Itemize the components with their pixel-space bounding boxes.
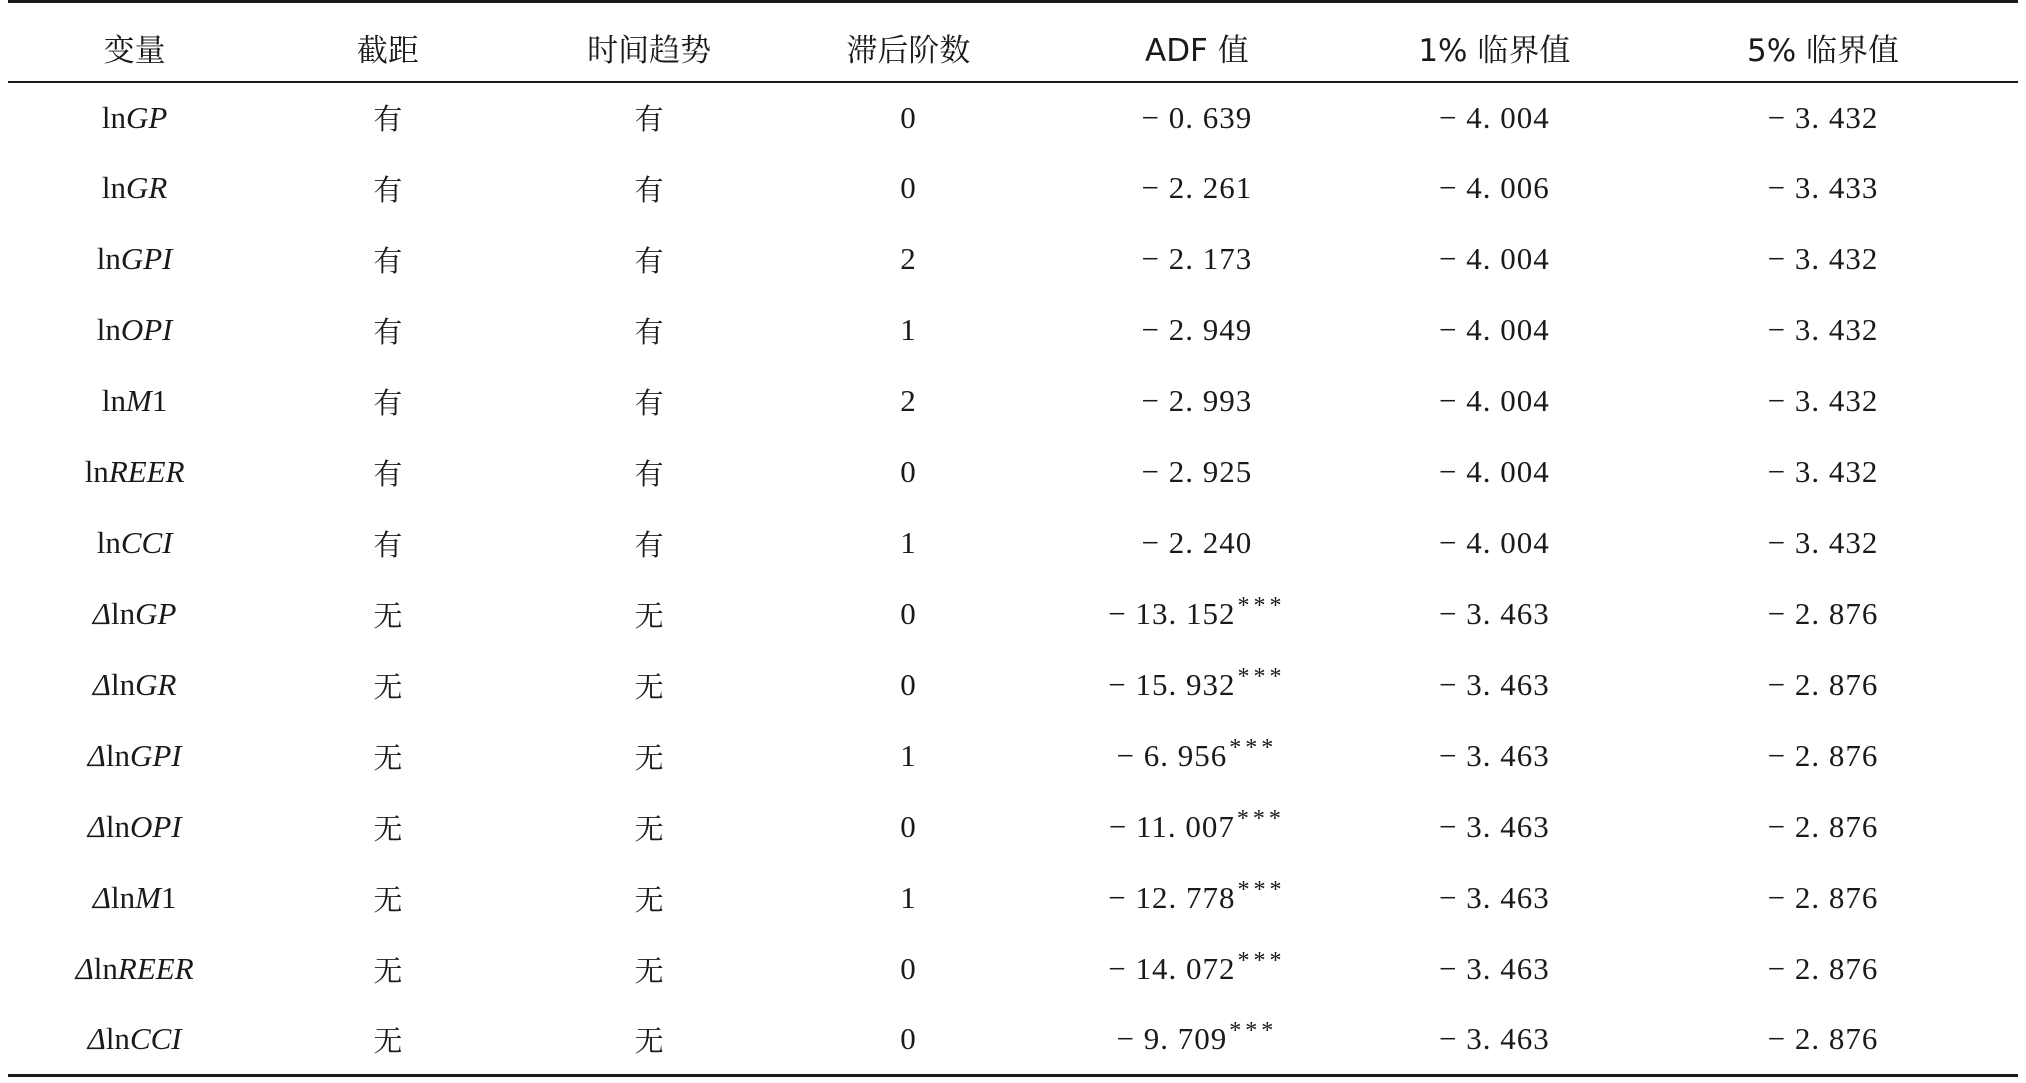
variable-log-prefix: ln xyxy=(101,170,127,205)
cell-adf-value xyxy=(1033,508,1361,579)
cell-critical-1pct: − 4. 004 xyxy=(1438,312,1550,347)
table-row xyxy=(8,153,2018,224)
cell-adf-value xyxy=(1033,366,1361,437)
variable-delta: Δ xyxy=(87,809,106,844)
table-row xyxy=(8,82,2018,153)
adf-statistic: − 15. 932 xyxy=(1108,667,1236,702)
variable-suffix: 1 xyxy=(151,383,168,418)
table-row xyxy=(8,366,2018,437)
variable-name: M xyxy=(135,880,161,915)
cell-time-trend: 有 xyxy=(634,243,664,278)
cell-intercept: 无 xyxy=(373,953,403,988)
cell-intercept: 无 xyxy=(373,740,403,775)
cell-lag-order: 1 xyxy=(900,312,917,347)
cell-critical-1pct: − 3. 463 xyxy=(1438,880,1550,915)
cell-critical-1pct: − 4. 004 xyxy=(1438,99,1550,135)
cell-time-trend: 无 xyxy=(634,740,664,775)
cell-adf-value: − 9. 709*** xyxy=(1116,1017,1278,1057)
cell-lag-order: 0 xyxy=(900,454,917,489)
adf-statistic: − 14. 072 xyxy=(1108,951,1236,986)
cell-variable xyxy=(8,863,261,934)
cell-adf-value: − 6. 956*** xyxy=(1116,734,1278,773)
cell-lag-order: 1 xyxy=(900,880,917,915)
cell-adf-value xyxy=(1033,295,1361,366)
cell-lag-order: 0 xyxy=(900,809,917,844)
cell-intercept: 有 xyxy=(373,102,403,136)
cell-lag-order: 1 xyxy=(900,738,917,773)
cell-intercept: 无 xyxy=(373,882,403,917)
header-critical-5pct: 5% 临界值 xyxy=(1746,33,1900,70)
cell-variable xyxy=(8,224,261,295)
cell-variable xyxy=(8,82,261,153)
cell-critical-5pct: − 3. 432 xyxy=(1767,454,1879,489)
cell-critical-5pct: − 2. 876 xyxy=(1767,951,1879,986)
cell-time-trend: 有 xyxy=(634,456,664,491)
table-row xyxy=(8,934,2018,1005)
header-variable: 变量 xyxy=(103,33,166,70)
cell-time-trend: 有 xyxy=(634,172,664,207)
cell-critical-5pct: − 3. 432 xyxy=(1767,99,1879,135)
variable-delta: Δ xyxy=(92,667,111,702)
table-body xyxy=(8,82,2018,1076)
cell-intercept: 无 xyxy=(373,811,403,846)
variable-name: OPI xyxy=(129,809,182,844)
adf-statistic: − 2. 949 xyxy=(1141,312,1253,347)
cell-lag-order: 2 xyxy=(900,383,917,418)
cell-intercept: 有 xyxy=(373,172,403,207)
table-row xyxy=(8,650,2018,721)
variable-name: GPI xyxy=(129,738,182,773)
adf-statistic: − 2. 261 xyxy=(1141,170,1253,205)
cell-adf-value: − 14. 072*** xyxy=(1108,947,1286,986)
variable-delta: Δ xyxy=(92,596,111,631)
cell-critical-5pct: − 2. 876 xyxy=(1767,738,1879,773)
cell-variable xyxy=(8,295,261,366)
cell-critical-1pct: − 4. 004 xyxy=(1438,383,1550,418)
cell-critical-5pct: − 3. 432 xyxy=(1767,312,1879,347)
cell-critical-1pct: − 3. 463 xyxy=(1438,1021,1550,1057)
adf-statistic: − 9. 709 xyxy=(1116,1021,1228,1057)
header-intercept: 截距 xyxy=(356,33,419,70)
cell-intercept: 有 xyxy=(373,527,403,562)
cell-critical-1pct: − 3. 463 xyxy=(1438,738,1550,773)
variable-name: GP xyxy=(135,596,177,631)
cell-time-trend: 无 xyxy=(634,953,664,988)
variable-log-prefix: ln xyxy=(105,738,130,773)
cell-variable xyxy=(8,934,261,1005)
cell-critical-1pct: − 3. 463 xyxy=(1438,809,1550,844)
cell-intercept: 有 xyxy=(373,243,403,278)
cell-critical-1pct: − 4. 004 xyxy=(1438,241,1550,276)
cell-critical-5pct: − 2. 876 xyxy=(1767,880,1879,915)
cell-lag-order: 0 xyxy=(900,667,917,702)
cell-time-trend: 有 xyxy=(634,314,664,349)
variable-log-prefix: ln xyxy=(111,596,136,631)
cell-variable xyxy=(8,437,261,508)
adf-statistic: − 6. 956 xyxy=(1116,738,1228,773)
cell-critical-5pct: − 2. 876 xyxy=(1767,667,1879,702)
adf-statistic: − 11. 007 xyxy=(1108,809,1235,844)
cell-variable xyxy=(8,650,261,721)
variable-log-prefix: ln xyxy=(111,880,136,915)
variable-log-prefix: ln xyxy=(96,241,121,276)
variable-name: GR xyxy=(135,667,177,702)
cell-critical-1pct: − 4. 006 xyxy=(1438,170,1550,205)
cell-intercept: 有 xyxy=(373,314,403,349)
table-row xyxy=(8,224,2018,295)
variable-name: REER xyxy=(117,951,194,986)
header-adf-value: ADF 值 xyxy=(1144,33,1249,70)
table-row xyxy=(8,863,2018,934)
cell-adf-value: − 11. 007*** xyxy=(1108,805,1285,844)
cell-time-trend: 无 xyxy=(634,669,664,704)
header-row xyxy=(8,2,2018,82)
cell-lag-order: 1 xyxy=(900,525,917,560)
variable-name: GR xyxy=(126,170,168,205)
cell-intercept: 无 xyxy=(373,669,403,704)
cell-lag-order: 0 xyxy=(900,1021,917,1057)
variable-name: OPI xyxy=(120,312,173,347)
cell-intercept: 有 xyxy=(373,456,403,491)
cell-lag-order: 0 xyxy=(900,951,917,986)
table-row xyxy=(8,508,2018,579)
cell-time-trend: 无 xyxy=(634,882,664,917)
variable-log-prefix: ln xyxy=(96,312,121,347)
cell-critical-1pct: − 3. 463 xyxy=(1438,667,1550,702)
header-lag-order: 滞后阶数 xyxy=(846,33,971,70)
cell-variable xyxy=(8,579,261,650)
cell-critical-1pct: − 4. 004 xyxy=(1438,525,1550,560)
header-time-trend: 时间趋势 xyxy=(587,33,712,70)
cell-variable xyxy=(8,366,261,437)
variable-log-prefix: ln xyxy=(105,809,130,844)
cell-critical-5pct: − 3. 433 xyxy=(1767,170,1879,205)
adf-statistic: − 13. 152 xyxy=(1108,596,1236,631)
variable-suffix: 1 xyxy=(160,880,177,915)
variable-log-prefix: ln xyxy=(111,667,136,702)
header-critical-1pct: 1% 临界值 xyxy=(1418,33,1571,70)
variable-log-prefix: ln xyxy=(101,99,127,135)
table-row xyxy=(8,295,2018,366)
table-row xyxy=(8,437,2018,508)
cell-critical-1pct: − 4. 004 xyxy=(1438,454,1550,489)
table-row xyxy=(8,792,2018,863)
table-row xyxy=(8,1005,2018,1076)
variable-name: GP xyxy=(126,99,168,135)
table-header xyxy=(8,2,2018,82)
cell-time-trend: 有 xyxy=(634,102,664,136)
cell-time-trend: 无 xyxy=(634,598,664,633)
adf-statistic: − 2. 173 xyxy=(1141,241,1253,276)
cell-lag-order: 2 xyxy=(900,241,917,276)
cell-adf-value xyxy=(1033,153,1361,224)
cell-intercept: 有 xyxy=(373,385,403,420)
cell-critical-1pct: − 3. 463 xyxy=(1438,596,1550,631)
adf-statistic: − 2. 925 xyxy=(1141,454,1253,489)
cell-intercept: 无 xyxy=(373,1023,403,1058)
cell-adf-value: − 13. 152*** xyxy=(1108,592,1286,631)
cell-critical-5pct: − 2. 876 xyxy=(1767,596,1879,631)
table-row xyxy=(8,721,2018,792)
variable-log-prefix: ln xyxy=(96,525,121,560)
cell-adf-value: − 12. 778*** xyxy=(1108,876,1286,915)
table-row xyxy=(8,579,2018,650)
cell-adf-value: − 15. 932*** xyxy=(1108,663,1286,702)
variable-name: GPI xyxy=(120,241,173,276)
cell-adf-value xyxy=(1033,82,1361,153)
cell-variable xyxy=(8,1005,261,1076)
cell-time-trend: 有 xyxy=(634,527,664,562)
adf-statistic: − 0. 639 xyxy=(1141,99,1253,135)
cell-time-trend: 无 xyxy=(634,1023,664,1058)
variable-delta: Δ xyxy=(75,951,94,986)
adf-test-table-container xyxy=(8,0,2018,1083)
variable-name: CCI xyxy=(120,525,173,560)
adf-test-table xyxy=(8,0,2018,1077)
cell-critical-1pct: − 3. 463 xyxy=(1438,951,1550,986)
cell-variable xyxy=(8,721,261,792)
variable-name: M xyxy=(126,383,152,418)
variable-name: REER xyxy=(108,454,185,489)
cell-adf-value xyxy=(1033,437,1361,508)
variable-delta: Δ xyxy=(87,738,106,773)
cell-critical-5pct: − 3. 432 xyxy=(1767,383,1879,418)
cell-adf-value xyxy=(1033,224,1361,295)
variable-delta: Δ xyxy=(92,880,111,915)
variable-log-prefix: ln xyxy=(93,951,118,986)
variable-name: CCI xyxy=(129,1021,182,1057)
cell-intercept: 无 xyxy=(373,598,403,633)
cell-critical-5pct: − 2. 876 xyxy=(1767,1021,1879,1057)
cell-lag-order: 0 xyxy=(900,99,917,135)
adf-statistic: − 2. 240 xyxy=(1141,525,1253,560)
cell-critical-5pct: − 2. 876 xyxy=(1767,809,1879,844)
cell-lag-order: 0 xyxy=(900,170,917,205)
cell-variable xyxy=(8,508,261,579)
cell-critical-5pct: − 3. 432 xyxy=(1767,525,1879,560)
cell-time-trend: 无 xyxy=(634,811,664,846)
cell-critical-5pct: − 3. 432 xyxy=(1767,241,1879,276)
cell-time-trend: 有 xyxy=(634,385,664,420)
adf-statistic: − 2. 993 xyxy=(1141,383,1253,418)
variable-log-prefix: ln xyxy=(105,1021,130,1057)
cell-variable xyxy=(8,153,261,224)
cell-variable xyxy=(8,792,261,863)
variable-delta: Δ xyxy=(87,1021,106,1057)
adf-statistic: − 12. 778 xyxy=(1108,880,1236,915)
variable-log-prefix: ln xyxy=(84,454,109,489)
cell-lag-order: 0 xyxy=(900,596,917,631)
variable-log-prefix: ln xyxy=(101,383,127,418)
